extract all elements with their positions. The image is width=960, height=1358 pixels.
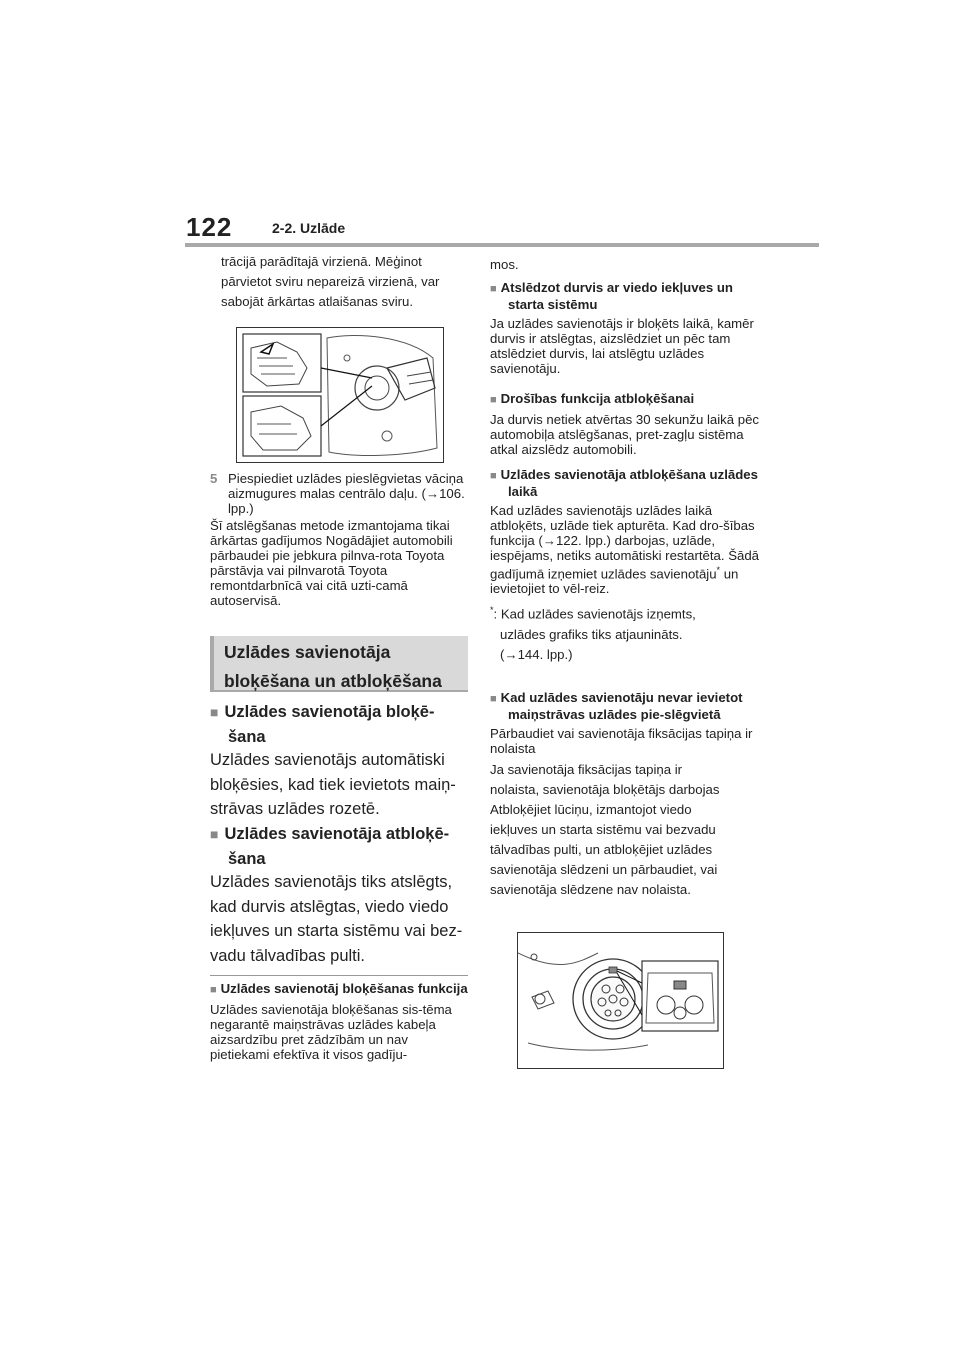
footnote-line: (→144. lpp.)	[500, 646, 573, 662]
s4-line: savienotāja slēdzeni un pārbaudiet, vai	[490, 862, 718, 877]
intro-line: sabojāt ārkārtas atlaišanas sviru.	[221, 294, 414, 309]
footnote	[490, 600, 760, 664]
footnote-mark: *	[490, 605, 494, 616]
intro-line: trācijā parādītajā virzienā. Mēģinot	[221, 254, 422, 269]
func-title: Uzlādes savienotāj bloķēšanas funkcija	[220, 981, 468, 996]
s1-body: Ja uzlādes savienotājs ir bloķēts laikā, kamēr durvis ir atslēgtas, aizslēdziet un pēc tam atslēdziet durvis, lai atslēgtu uzlādes savienotāju.	[490, 316, 754, 376]
s2-body: Ja durvis netiek atvērtas 30 sekunžu laikā pēc automobiļa atslēgšanas, pret-zagļu sistēma atkal aizslēdz automobili.	[490, 412, 760, 457]
header-rule	[185, 243, 819, 247]
s3-body-text: uzlādes savienotāju	[600, 566, 717, 582]
s2-title: Drošības funkcija atbloķēšanai	[500, 391, 695, 406]
charge-port-figure	[517, 932, 724, 1069]
s2-section	[490, 391, 760, 457]
unlock-subheading	[210, 822, 466, 871]
intro-paragraph	[210, 252, 470, 312]
s4-line: Atbloķējiet lūciņu, izmantojot viedo	[490, 802, 692, 817]
emergency-release-figure	[236, 327, 444, 463]
s3-section	[490, 467, 760, 665]
footnote-line: : Kad uzlādes savienotājs izņemts,	[493, 606, 696, 622]
step-5	[210, 471, 470, 516]
section-title: 2-2. Uzlāde	[272, 220, 346, 236]
footnote-marker: *	[716, 565, 721, 575]
section-heading-line: Uzlādes savienotāja	[224, 642, 391, 662]
s1-section	[490, 280, 760, 376]
page-number: 122	[186, 212, 233, 242]
charge-port-illustration	[518, 933, 723, 1068]
step-number: 5	[210, 471, 218, 486]
s4-body: Pārbaudiet vai savienotāja fiksācijas tapiņa ir nolaista	[490, 726, 753, 756]
unlock-text: Uzlādes savienotājs tiks atslēgts, kad durvis atslēgtas, viedo viedo iekļuves un starta sistēmu vai bez-vadu tālvadības pulti.	[210, 873, 463, 965]
section-heading	[210, 636, 468, 692]
s4-detail	[490, 760, 760, 900]
func-section	[210, 981, 470, 1062]
step-text: Piespiediet uzlādes pieslēgvietas vāciņa aizmugures malas centrālo daļu. (→106. lpp.)	[228, 471, 465, 516]
s4-title: Kad uzlādes savienotāju nevar ievietot maiņstrāvas uzlādes pie-slēgvietā	[500, 690, 743, 722]
divider	[210, 975, 468, 976]
lock-title: Uzlādes savienotāja bloķē-šana	[224, 703, 435, 746]
unlock-body	[210, 870, 466, 968]
s3-body-text: Kad uzlādes savienotājs uzlādes laikā atbloķēts, uzlāde tiek apturēta. Kad dro-šības funkcija (→122. lpp.) darbojas, uzlāde, iespējams, netiks automātiski restartēta. Šādā gadījumā izņemiet	[490, 503, 760, 582]
s4-line: tālvadības pulti, un atbloķējiet uzlādes	[490, 842, 713, 857]
step-5-note	[210, 518, 470, 608]
s3-body	[490, 503, 760, 596]
intro-line: pārvietot sviru nepareizā virzienā, var	[221, 274, 440, 289]
s4-line: savienotāja slēdzene nav nolaista.	[490, 882, 691, 897]
footnote-line: uzlādes grafiks tiks atjaunināts.	[500, 626, 683, 642]
right-col-continuation	[490, 257, 760, 272]
s3-title: Uzlādes savienotāja atbloķēšana uzlādes laikā	[500, 467, 758, 499]
note-text: Šī atslēgšanas metode izmantojama tikai ārkārtas gadījumos Nogādājiet automobili pārbaudei pie jebkura pilnva-rota Toyota pārstāvja vai pilnvarotā Toyota remontdarbnīcā vai citā uzti-camā autoservisā.	[210, 518, 453, 608]
cont-text: mos.	[490, 257, 519, 272]
s4-line: iekļuves un starta sistēmu vai bezvadu	[490, 822, 716, 837]
lock-subheading	[210, 700, 466, 749]
s4-line: nolaista, savienotāja bloķētājs darbojas	[490, 782, 720, 797]
s4-section	[490, 690, 760, 900]
section-heading-line: bloķēšana un atbloķēšana	[224, 671, 442, 691]
lock-body	[210, 748, 466, 822]
s4-line: Ja savienotāja fiksācijas tapiņa ir	[490, 762, 683, 777]
s1-title: Atslēdzot durvis ar viedo iekļuves un starta sistēmu	[500, 280, 733, 312]
s3-body-text: un ievietojiet to vēl-reiz.	[490, 566, 739, 597]
emergency-release-illustration	[237, 328, 443, 462]
lock-text: Uzlādes savienotājs automātiski bloķēsies, kad tiek ievietots maiņ-strāvas uzlādes rozetē.	[210, 751, 456, 818]
unlock-title: Uzlādes savienotāja atbloķē-šana	[224, 825, 450, 868]
func-body: Uzlādes savienotāja bloķēšanas sis-tēma negarantē maiņstrāvas uzlādes kabeļa aizsardzību pret zādzībām un nav pietiekami efektīva it visos gadīju-	[210, 1002, 452, 1062]
